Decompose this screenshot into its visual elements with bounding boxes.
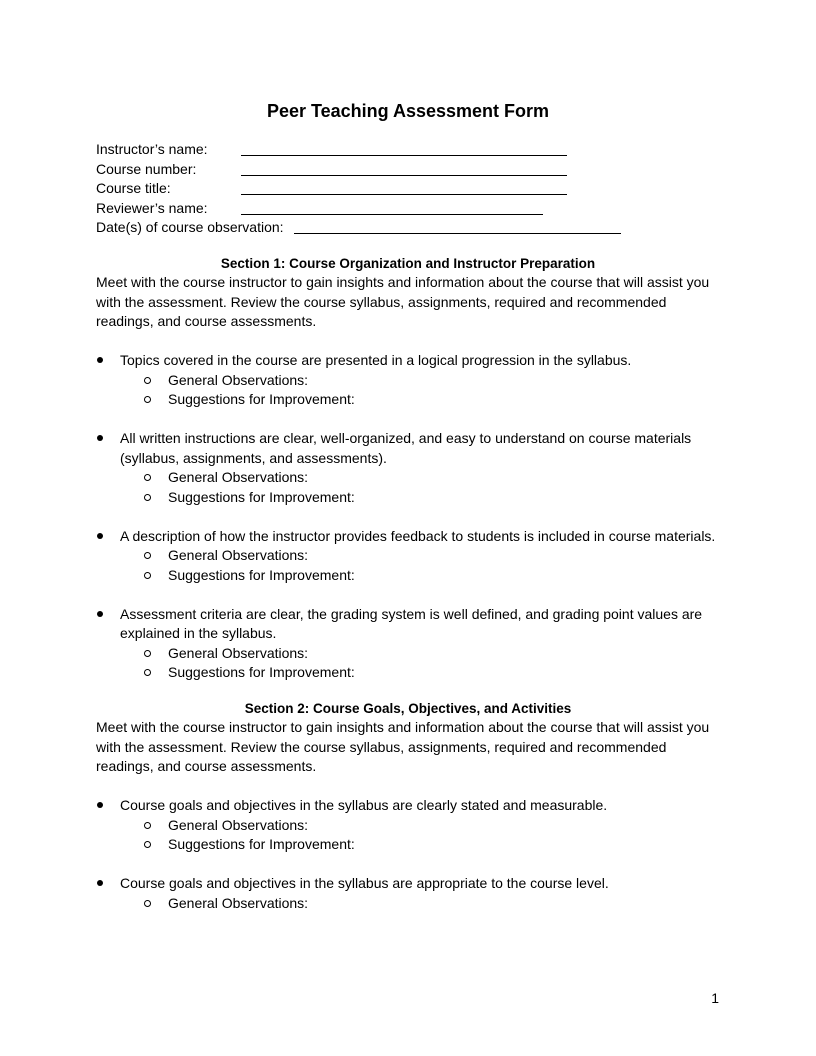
field-label: Reviewer’s name: <box>96 199 208 216</box>
page-number: 1 <box>711 990 719 1006</box>
sub-item: Suggestions for Improvement: <box>96 566 720 586</box>
header-fields <box>96 140 720 238</box>
document-page <box>96 96 720 913</box>
blank-line[interactable] <box>241 179 567 195</box>
checklist-item: Course goals and objectives in the syllabus are clearly stated and measurable. <box>96 796 720 816</box>
field-course-number <box>96 160 720 180</box>
section-2 <box>96 699 720 914</box>
field-label: Date(s) of course observation: <box>96 219 284 235</box>
sub-item: Suggestions for Improvement: <box>96 835 720 855</box>
blank-line[interactable] <box>294 218 621 234</box>
field-label: Course number: <box>96 160 197 177</box>
field-course-title <box>96 179 720 199</box>
sub-item: Suggestions for Improvement: <box>96 390 720 410</box>
field-observation-dates <box>96 218 720 238</box>
sub-item: General Observations: <box>96 816 720 836</box>
blank-line[interactable] <box>241 199 543 215</box>
sub-item: Suggestions for Improvement: <box>96 488 720 508</box>
field-reviewer-name <box>96 199 720 219</box>
sub-item: General Observations: <box>96 644 720 664</box>
section-intro: Meet with the course instructor to gain insights and information about the course that will assist you with the assessment. Review the course syllabus, assignments, required and recommended readings, and course assessments. <box>96 719 710 774</box>
field-label: Instructor’s name: <box>96 141 208 157</box>
section-heading: Section 1: Course Organization and Instructor Preparation <box>220 255 596 271</box>
blank-line[interactable] <box>241 160 567 176</box>
sub-item: General Observations: <box>96 894 720 914</box>
checklist-item: A description of how the instructor provides feedback to students is included in course materials. <box>96 527 720 547</box>
sub-item: General Observations: <box>96 371 720 391</box>
form-title: Peer Teaching Assessment Form <box>266 101 550 121</box>
sub-item: General Observations: <box>96 468 720 488</box>
section-intro: Meet with the course instructor to gain insights and information about the course that will assist you with the assessment. Review the course syllabus, assignments, required and recommended readings, and course assessments. <box>96 274 710 329</box>
field-label: Course title: <box>96 180 171 196</box>
checklist-item: Course goals and objectives in the syllabus are appropriate to the course level. <box>96 874 720 894</box>
sub-item: Suggestions for Improvement: <box>96 663 720 683</box>
field-instructor-name <box>96 140 720 160</box>
blank-line[interactable] <box>241 140 567 156</box>
section-heading: Section 2: Course Goals, Objectives, and Activities <box>244 700 572 716</box>
sub-item: General Observations: <box>96 546 720 566</box>
checklist-item: Assessment criteria are clear, the grading system is well defined, and grading point values are explained in the syllabus. <box>96 605 720 644</box>
checklist-item: Topics covered in the course are presented in a logical progression in the syllabus. <box>96 351 720 371</box>
section-1 <box>96 254 720 683</box>
checklist-item: All written instructions are clear, well-organized, and easy to understand on course materials (syllabus, assignments, and assessments). <box>96 429 720 468</box>
